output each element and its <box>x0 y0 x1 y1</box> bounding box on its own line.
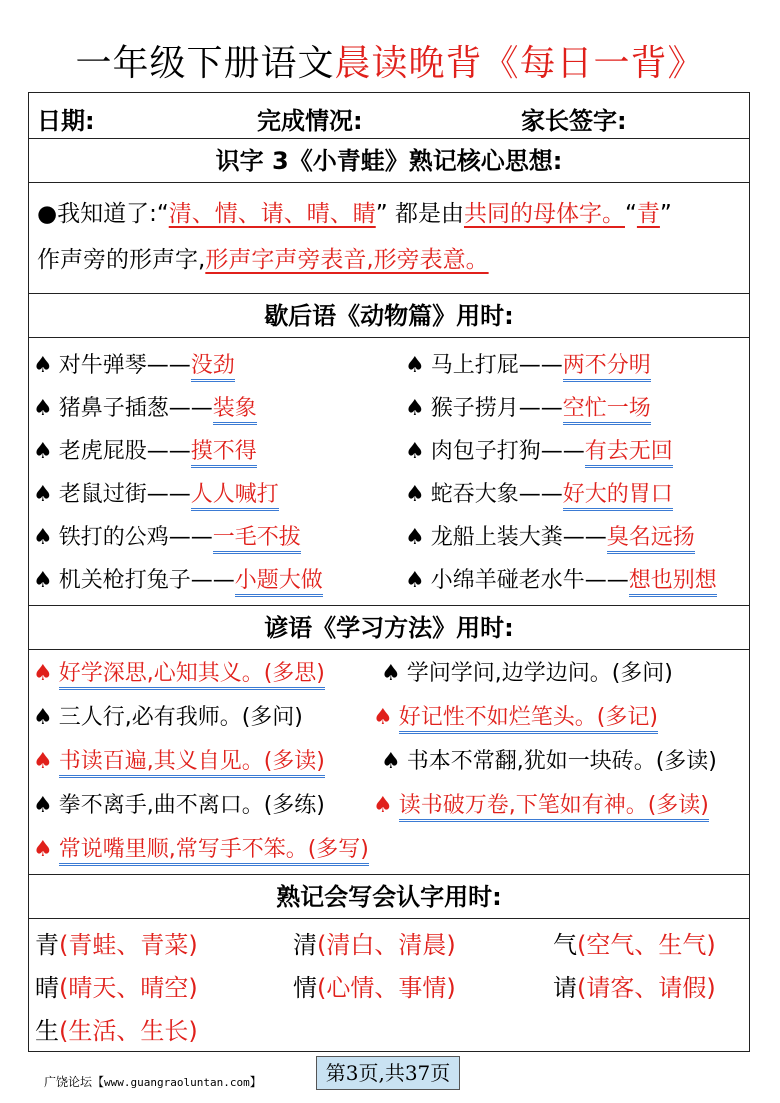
core-idea-line-2: 作声旁的形声字,形声字声旁表音,形旁表意。 <box>37 247 489 273</box>
section-body-3 <box>29 650 749 875</box>
char-item: 气(空气、生气) <box>553 931 716 959</box>
char-item: 青(青蛙、青菜) <box>35 931 198 959</box>
core-idea-line-1: ●我知道了:“清、情、请、晴、睛” 都是由共同的母体字。“青” <box>37 201 672 227</box>
proverb-item: ♠ 学问学问,边学边问。(多问) <box>381 661 673 686</box>
xiehouyu-item: ♠ 蛇吞大象——好大的胃口 <box>405 477 673 508</box>
xiehouyu-item: ♠ 猴子捞月——空忙一场 <box>405 391 651 422</box>
section-heading-1: 识字 3《小青蛙》熟记核心思想: <box>29 139 749 183</box>
proverb-item: ♠ 书本不常翻,犹如一块砖。(多读) <box>381 749 717 774</box>
char-item: 晴(晴天、晴空) <box>35 974 198 1002</box>
footer-site: 广饶论坛【www.guangraoluntan.com】 <box>44 1075 262 1089</box>
info-row <box>29 93 749 139</box>
proverb-item: ♠ 好学深思,心知其义。(多思) <box>33 656 325 687</box>
section-heading-4: 熟记会写会认字用时: <box>29 875 749 919</box>
page-number: 第3页,共37页 <box>316 1056 460 1090</box>
worksheet <box>28 92 750 1052</box>
proverb-item: ♠ 读书破万卷,下笔如有神。(多读) <box>373 788 709 819</box>
proverb-item: ♠ 拳不离手,曲不离口。(多练) <box>33 793 325 818</box>
section-body-4 <box>29 919 749 1051</box>
char-item: 生(生活、生长) <box>35 1017 198 1045</box>
xiehouyu-item: ♠ 老虎屁股——摸不得 <box>33 434 257 465</box>
proverb-item: ♠ 三人行,必有我师。(多问) <box>33 705 303 730</box>
xiehouyu-item: ♠ 对牛弹琴——没劲 <box>33 348 235 379</box>
char-item: 清(清白、清晨) <box>293 931 456 959</box>
status-label: 完成情况: <box>257 107 363 135</box>
proverb-item: ♠ 书读百遍,其义自见。(多读) <box>33 744 325 775</box>
proverb-item: ♠ 好记性不如烂笔头。(多记) <box>373 700 658 731</box>
xiehouyu-item: ♠ 猪鼻子插葱——装象 <box>33 391 257 422</box>
section-heading-2: 歇后语《动物篇》用时: <box>29 294 749 338</box>
page-title: 一年级下册语文晨读晚背《每日一背》 <box>75 43 705 84</box>
char-item: 情(心情、事情) <box>293 974 456 1002</box>
section-body-1 <box>29 183 749 294</box>
date-label: 日期: <box>37 107 95 135</box>
section-body-2 <box>29 338 749 606</box>
char-item: 请(请客、请假) <box>553 974 716 1002</box>
xiehouyu-item: ♠ 肉包子打狗——有去无回 <box>405 434 673 465</box>
xiehouyu-item: ♠ 老鼠过街——人人喊打 <box>33 477 279 508</box>
xiehouyu-item: ♠ 铁打的公鸡——一毛不拔 <box>33 520 301 551</box>
xiehouyu-item: ♠ 机关枪打兔子——小题大做 <box>33 563 323 594</box>
xiehouyu-item: ♠ 小绵羊碰老水牛——想也别想 <box>405 563 717 594</box>
xiehouyu-item: ♠ 马上打屁——两不分明 <box>405 348 651 379</box>
footer-url[interactable]: www.guangraoluntan.com <box>104 1076 250 1089</box>
xiehouyu-item: ♠ 龙船上装大粪——臭名远扬 <box>405 520 695 551</box>
signature-label: 家长签字: <box>521 107 627 135</box>
proverb-item: ♠ 常说嘴里顺,常写手不笨。(多写) <box>33 832 369 863</box>
section-heading-3: 谚语《学习方法》用时: <box>29 606 749 650</box>
